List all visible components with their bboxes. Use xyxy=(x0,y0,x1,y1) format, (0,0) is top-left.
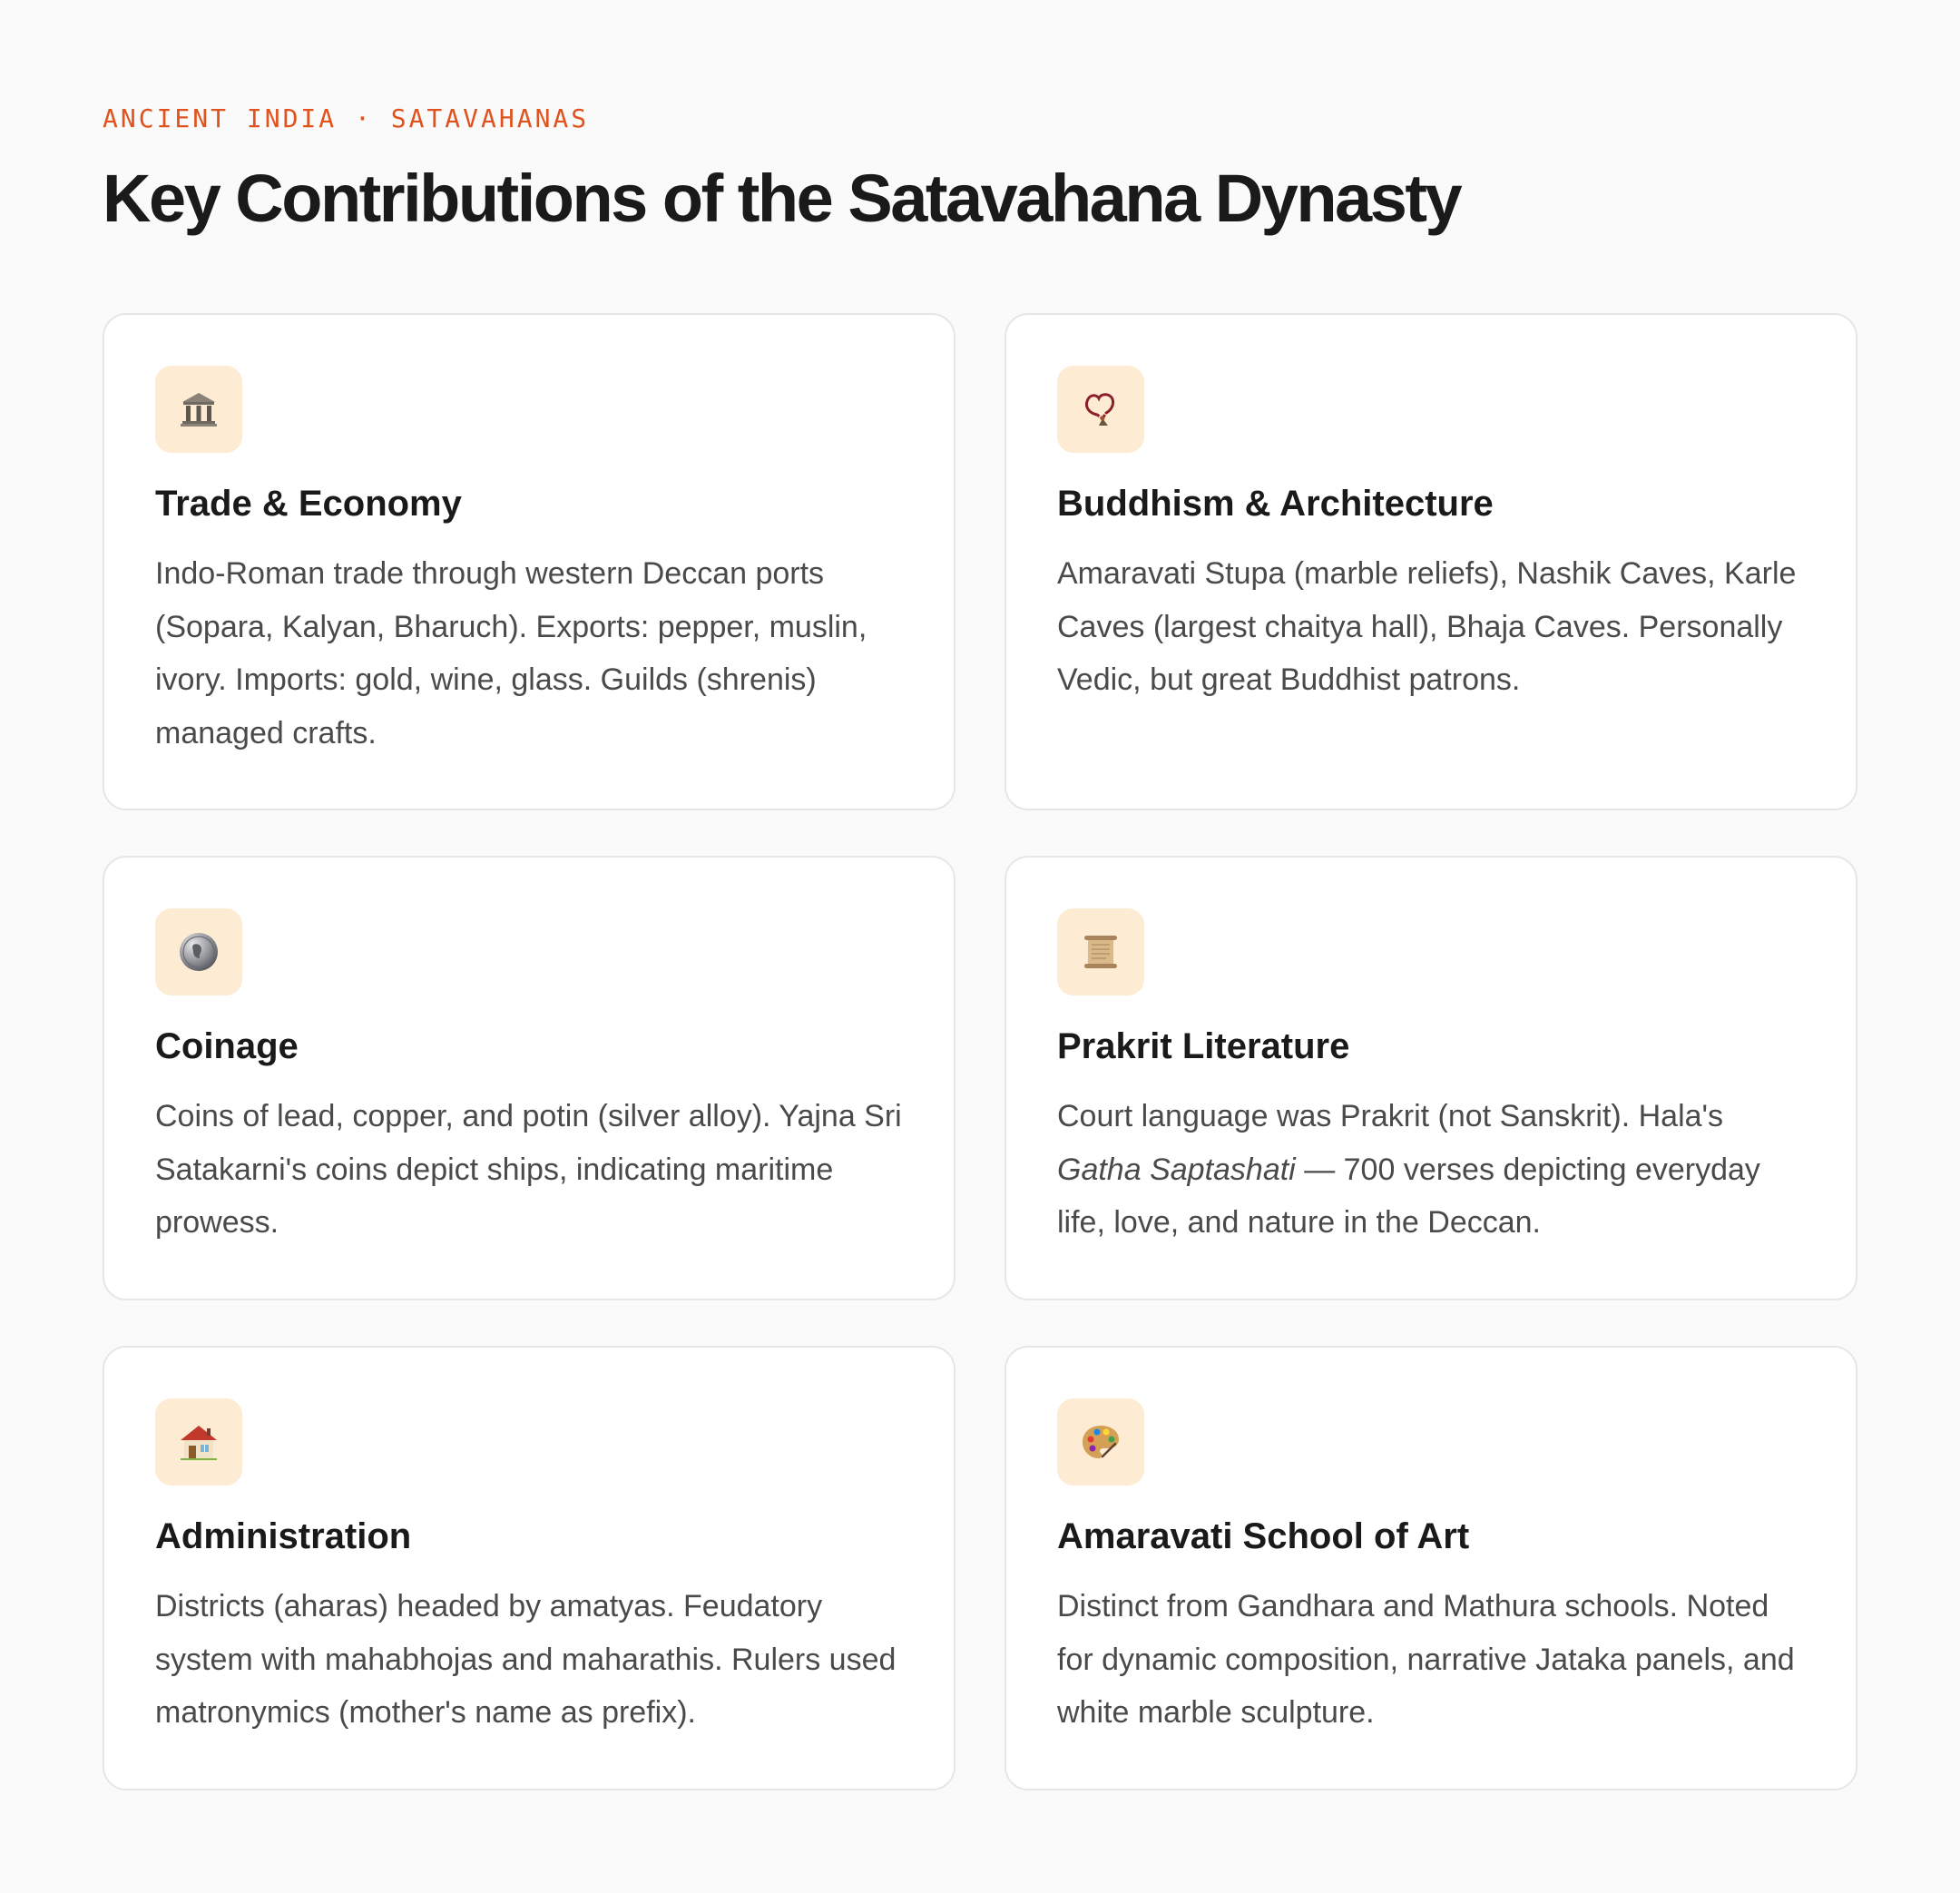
card-title: Prakrit Literature xyxy=(1057,1026,1350,1066)
card-description: Distinct from Gandhara and Mathura schools. Noted for dynamic composition, narrative Jataka panels, and white marble sculpture. xyxy=(1057,1589,1795,1730)
card-administration xyxy=(103,1346,956,1790)
card-description: Coins of lead, copper, and potin (silver alloy). Yajna Sri Satakarni's coins depict ships, indicating maritime prowess. xyxy=(155,1099,902,1240)
card-title: Coinage xyxy=(155,1026,299,1066)
body-text: — 700 verses depicting everyday life, love, and nature in the Deccan. xyxy=(1057,1152,1760,1240)
eyebrow-label: ANCIENT INDIA · SATAVAHANAS xyxy=(103,103,590,133)
card-description xyxy=(1057,1090,1810,1250)
card-title: Amaravati School of Art xyxy=(1057,1516,1470,1556)
work-title: Gatha Saptashati xyxy=(1057,1152,1296,1187)
card-description: Districts (aharas) headed by amatyas. Feudatory system with mahabhojas and maharathis. Rulers used matronymics (mother's name as prefix). xyxy=(155,1589,897,1730)
card-prakrit-literature xyxy=(1004,856,1857,1300)
card-amaravati-school-of-art xyxy=(1004,1346,1857,1790)
card-description: Amaravati Stupa (marble reliefs), Nashik Caves, Karle Caves (largest chaitya hall), Bhaja Caves. Personally Vedic, but great Buddhist patrons. xyxy=(1057,556,1797,697)
card-buddhism-architecture xyxy=(1004,313,1857,810)
card-title: Trade & Economy xyxy=(155,484,462,524)
card-title: Administration xyxy=(155,1516,412,1556)
house-icon xyxy=(155,1398,242,1486)
page-title: Key Contributions of the Satavahana Dynasty xyxy=(103,161,1461,236)
card-trade-economy xyxy=(103,313,956,810)
artist-palette-icon xyxy=(1057,1398,1144,1486)
card-description: Indo-Roman trade through western Deccan ports (Sopara, Kalyan, Bharuch). Exports: pepper, muslin, ivory. Imports: gold, wine, glass. Guilds (shrenis) managed crafts. xyxy=(155,556,867,750)
body-text: Court language was Prakrit (not Sanskrit). Hala's xyxy=(1057,1099,1724,1133)
classical-building-icon xyxy=(155,366,242,453)
card-coinage xyxy=(103,856,956,1300)
prayer-beads-icon xyxy=(1057,366,1144,453)
card-title: Buddhism & Architecture xyxy=(1057,484,1494,524)
coin-icon xyxy=(155,908,242,996)
scroll-icon xyxy=(1057,908,1144,996)
